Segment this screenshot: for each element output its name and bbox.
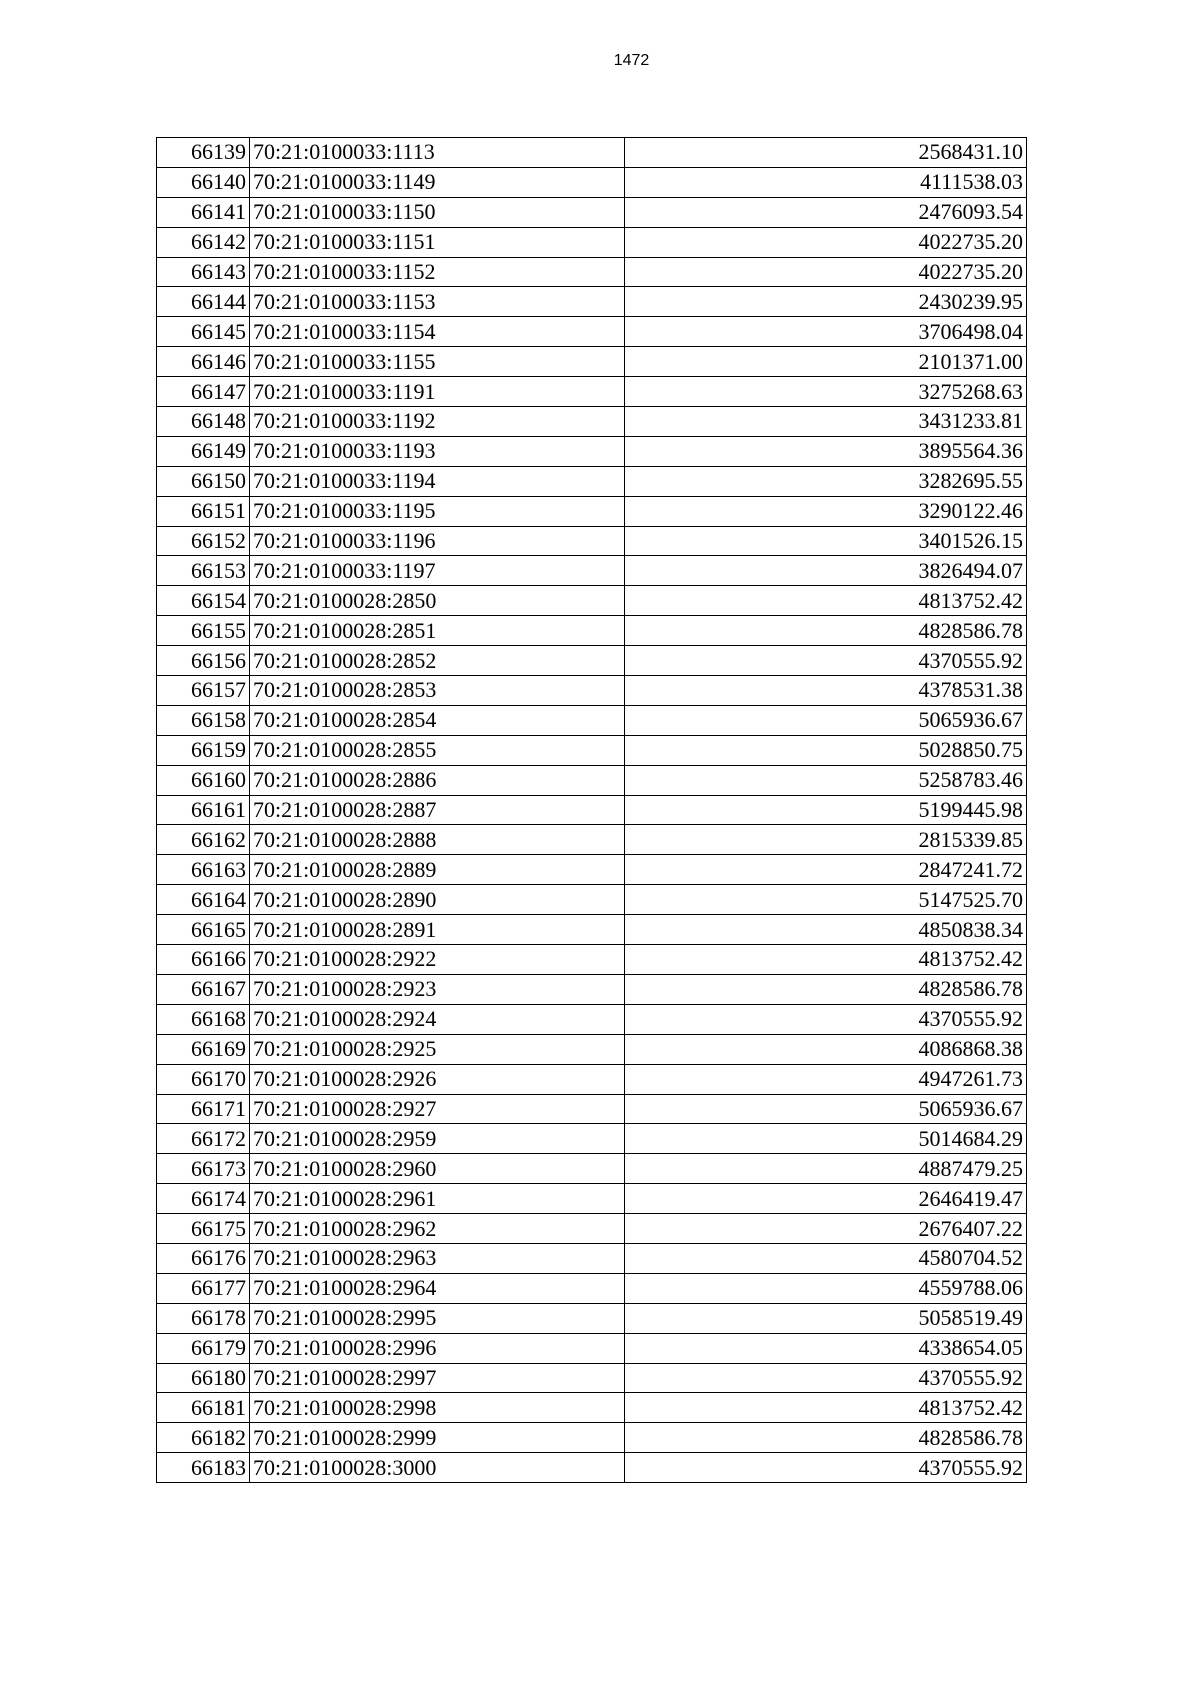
cadastral-value-cell: 3895564.36 bbox=[625, 436, 1027, 466]
cadastral-value-cell: 2101371.00 bbox=[625, 347, 1027, 377]
row-number-cell: 66149 bbox=[157, 436, 250, 466]
registry-table-body bbox=[157, 138, 1027, 1483]
cadastral-number-cell: 70:21:0100028:2890 bbox=[250, 885, 625, 915]
row-number-cell: 66164 bbox=[157, 885, 250, 915]
row-number-cell: 66153 bbox=[157, 556, 250, 586]
cadastral-number-cell: 70:21:0100028:2886 bbox=[250, 765, 625, 795]
row-number-cell: 66176 bbox=[157, 1243, 250, 1273]
cadastral-number-cell: 70:21:0100028:2961 bbox=[250, 1184, 625, 1214]
table-row bbox=[157, 436, 1027, 466]
row-number-cell: 66146 bbox=[157, 347, 250, 377]
table-row bbox=[157, 1154, 1027, 1184]
row-number-cell: 66140 bbox=[157, 167, 250, 197]
cadastral-number-cell: 70:21:0100028:2960 bbox=[250, 1154, 625, 1184]
cadastral-value-cell: 4580704.52 bbox=[625, 1243, 1027, 1273]
cadastral-value-cell: 4022735.20 bbox=[625, 227, 1027, 257]
cadastral-value-cell: 2646419.47 bbox=[625, 1184, 1027, 1214]
row-number-cell: 66166 bbox=[157, 945, 250, 975]
table-row bbox=[157, 646, 1027, 676]
row-number-cell: 66145 bbox=[157, 317, 250, 347]
cadastral-value-cell: 4086868.38 bbox=[625, 1034, 1027, 1064]
cadastral-number-cell: 70:21:0100028:2891 bbox=[250, 915, 625, 945]
table-row bbox=[157, 945, 1027, 975]
row-number-cell: 66142 bbox=[157, 227, 250, 257]
row-number-cell: 66162 bbox=[157, 825, 250, 855]
table-row bbox=[157, 1273, 1027, 1303]
row-number-cell: 66182 bbox=[157, 1423, 250, 1453]
cadastral-value-cell: 4887479.25 bbox=[625, 1154, 1027, 1184]
cadastral-number-cell: 70:21:0100028:2963 bbox=[250, 1243, 625, 1273]
cadastral-value-cell: 2568431.10 bbox=[625, 138, 1027, 168]
table-row bbox=[157, 1423, 1027, 1453]
table-row bbox=[157, 257, 1027, 287]
row-number-cell: 66148 bbox=[157, 407, 250, 437]
row-number-cell: 66171 bbox=[157, 1094, 250, 1124]
row-number-cell: 66156 bbox=[157, 646, 250, 676]
cadastral-number-cell: 70:21:0100028:2854 bbox=[250, 705, 625, 735]
cadastral-number-cell: 70:21:0100028:2927 bbox=[250, 1094, 625, 1124]
cadastral-number-cell: 70:21:0100033:1152 bbox=[250, 257, 625, 287]
cadastral-value-cell: 4370555.92 bbox=[625, 646, 1027, 676]
cadastral-number-cell: 70:21:0100033:1194 bbox=[250, 466, 625, 496]
cadastral-value-cell: 5147525.70 bbox=[625, 885, 1027, 915]
cadastral-number-cell: 70:21:0100033:1191 bbox=[250, 377, 625, 407]
row-number-cell: 66174 bbox=[157, 1184, 250, 1214]
table-row bbox=[157, 1094, 1027, 1124]
table-row bbox=[157, 138, 1027, 168]
cadastral-value-cell: 5199445.98 bbox=[625, 795, 1027, 825]
cadastral-value-cell: 2847241.72 bbox=[625, 855, 1027, 885]
cadastral-number-cell: 70:21:0100028:2850 bbox=[250, 586, 625, 616]
cadastral-value-cell: 5065936.67 bbox=[625, 705, 1027, 735]
cadastral-value-cell: 4947261.73 bbox=[625, 1064, 1027, 1094]
cadastral-number-cell: 70:21:0100033:1113 bbox=[250, 138, 625, 168]
row-number-cell: 66154 bbox=[157, 586, 250, 616]
cadastral-number-cell: 70:21:0100028:2853 bbox=[250, 676, 625, 706]
cadastral-number-cell: 70:21:0100028:2996 bbox=[250, 1333, 625, 1363]
cadastral-number-cell: 70:21:0100028:2995 bbox=[250, 1303, 625, 1333]
cadastral-value-cell: 4828586.78 bbox=[625, 616, 1027, 646]
table-row bbox=[157, 825, 1027, 855]
row-number-cell: 66160 bbox=[157, 765, 250, 795]
table-row bbox=[157, 287, 1027, 317]
table-row bbox=[157, 586, 1027, 616]
page-number: 1472 bbox=[613, 52, 650, 69]
row-number-cell: 66141 bbox=[157, 197, 250, 227]
row-number-cell: 66144 bbox=[157, 287, 250, 317]
cadastral-value-cell: 4370555.92 bbox=[625, 1363, 1027, 1393]
cadastral-number-cell: 70:21:0100033:1150 bbox=[250, 197, 625, 227]
table-row bbox=[157, 855, 1027, 885]
table-row bbox=[157, 496, 1027, 526]
table-row bbox=[157, 1393, 1027, 1423]
table-row bbox=[157, 765, 1027, 795]
cadastral-value-cell: 4022735.20 bbox=[625, 257, 1027, 287]
cadastral-value-cell: 4559788.06 bbox=[625, 1273, 1027, 1303]
table-row bbox=[157, 227, 1027, 257]
row-number-cell: 66152 bbox=[157, 526, 250, 556]
table-row bbox=[157, 885, 1027, 915]
row-number-cell: 66161 bbox=[157, 795, 250, 825]
table-row bbox=[157, 1453, 1027, 1483]
cadastral-value-cell: 4813752.42 bbox=[625, 1393, 1027, 1423]
cadastral-value-cell: 3275268.63 bbox=[625, 377, 1027, 407]
cadastral-number-cell: 70:21:0100033:1149 bbox=[250, 167, 625, 197]
cadastral-number-cell: 70:21:0100028:2855 bbox=[250, 735, 625, 765]
registry-table bbox=[156, 137, 1027, 1483]
cadastral-value-cell: 4850838.34 bbox=[625, 915, 1027, 945]
cadastral-number-cell: 70:21:0100028:2923 bbox=[250, 974, 625, 1004]
row-number-cell: 66167 bbox=[157, 974, 250, 1004]
row-number-cell: 66179 bbox=[157, 1333, 250, 1363]
cadastral-number-cell: 70:21:0100033:1197 bbox=[250, 556, 625, 586]
cadastral-number-cell: 70:21:0100028:2925 bbox=[250, 1034, 625, 1064]
cadastral-number-cell: 70:21:0100028:2962 bbox=[250, 1214, 625, 1244]
cadastral-value-cell: 3826494.07 bbox=[625, 556, 1027, 586]
cadastral-value-cell: 3282695.55 bbox=[625, 466, 1027, 496]
cadastral-number-cell: 70:21:0100033:1193 bbox=[250, 436, 625, 466]
cadastral-value-cell: 4813752.42 bbox=[625, 586, 1027, 616]
table-row bbox=[157, 795, 1027, 825]
table-row bbox=[157, 1124, 1027, 1154]
table-row bbox=[157, 526, 1027, 556]
row-number-cell: 66139 bbox=[157, 138, 250, 168]
cadastral-value-cell: 4111538.03 bbox=[625, 167, 1027, 197]
cadastral-number-cell: 70:21:0100028:2998 bbox=[250, 1393, 625, 1423]
table-row bbox=[157, 616, 1027, 646]
row-number-cell: 66150 bbox=[157, 466, 250, 496]
row-number-cell: 66143 bbox=[157, 257, 250, 287]
row-number-cell: 66158 bbox=[157, 705, 250, 735]
row-number-cell: 66183 bbox=[157, 1453, 250, 1483]
row-number-cell: 66151 bbox=[157, 496, 250, 526]
cadastral-number-cell: 70:21:0100028:2926 bbox=[250, 1064, 625, 1094]
cadastral-number-cell: 70:21:0100033:1153 bbox=[250, 287, 625, 317]
cadastral-number-cell: 70:21:0100028:2924 bbox=[250, 1004, 625, 1034]
cadastral-number-cell: 70:21:0100028:2999 bbox=[250, 1423, 625, 1453]
table-row bbox=[157, 1214, 1027, 1244]
cadastral-value-cell: 3290122.46 bbox=[625, 496, 1027, 526]
row-number-cell: 66173 bbox=[157, 1154, 250, 1184]
cadastral-value-cell: 3401526.15 bbox=[625, 526, 1027, 556]
table-row bbox=[157, 407, 1027, 437]
cadastral-value-cell: 3706498.04 bbox=[625, 317, 1027, 347]
cadastral-value-cell: 5258783.46 bbox=[625, 765, 1027, 795]
table-row bbox=[157, 317, 1027, 347]
cadastral-number-cell: 70:21:0100033:1195 bbox=[250, 496, 625, 526]
row-number-cell: 66159 bbox=[157, 735, 250, 765]
row-number-cell: 66177 bbox=[157, 1273, 250, 1303]
cadastral-value-cell: 2476093.54 bbox=[625, 197, 1027, 227]
cadastral-value-cell: 4370555.92 bbox=[625, 1004, 1027, 1034]
table-row bbox=[157, 1363, 1027, 1393]
row-number-cell: 66180 bbox=[157, 1363, 250, 1393]
cadastral-value-cell: 4370555.92 bbox=[625, 1453, 1027, 1483]
table-row bbox=[157, 915, 1027, 945]
cadastral-number-cell: 70:21:0100033:1192 bbox=[250, 407, 625, 437]
cadastral-number-cell: 70:21:0100028:2964 bbox=[250, 1273, 625, 1303]
table-row bbox=[157, 735, 1027, 765]
row-number-cell: 66163 bbox=[157, 855, 250, 885]
cadastral-value-cell: 5014684.29 bbox=[625, 1124, 1027, 1154]
table-row bbox=[157, 556, 1027, 586]
table-row bbox=[157, 197, 1027, 227]
table-row bbox=[157, 1004, 1027, 1034]
cadastral-number-cell: 70:21:0100033:1154 bbox=[250, 317, 625, 347]
cadastral-value-cell: 4378531.38 bbox=[625, 676, 1027, 706]
table-row bbox=[157, 377, 1027, 407]
table-row bbox=[157, 347, 1027, 377]
table-row bbox=[157, 1184, 1027, 1214]
cadastral-number-cell: 70:21:0100033:1196 bbox=[250, 526, 625, 556]
cadastral-number-cell: 70:21:0100028:3000 bbox=[250, 1453, 625, 1483]
row-number-cell: 66155 bbox=[157, 616, 250, 646]
table-row bbox=[157, 974, 1027, 1004]
row-number-cell: 66169 bbox=[157, 1034, 250, 1064]
table-row bbox=[157, 466, 1027, 496]
row-number-cell: 66147 bbox=[157, 377, 250, 407]
cadastral-value-cell: 4828586.78 bbox=[625, 974, 1027, 1004]
row-number-cell: 66175 bbox=[157, 1214, 250, 1244]
cadastral-number-cell: 70:21:0100028:2851 bbox=[250, 616, 625, 646]
cadastral-value-cell: 2430239.95 bbox=[625, 287, 1027, 317]
table-row bbox=[157, 1333, 1027, 1363]
table-row bbox=[157, 1243, 1027, 1273]
cadastral-number-cell: 70:21:0100028:2997 bbox=[250, 1363, 625, 1393]
row-number-cell: 66165 bbox=[157, 915, 250, 945]
cadastral-value-cell: 5028850.75 bbox=[625, 735, 1027, 765]
cadastral-value-cell: 4813752.42 bbox=[625, 945, 1027, 975]
table-row bbox=[157, 1303, 1027, 1333]
cadastral-value-cell: 4828586.78 bbox=[625, 1423, 1027, 1453]
table-row bbox=[157, 1064, 1027, 1094]
table-row bbox=[157, 676, 1027, 706]
row-number-cell: 66181 bbox=[157, 1393, 250, 1423]
row-number-cell: 66178 bbox=[157, 1303, 250, 1333]
row-number-cell: 66157 bbox=[157, 676, 250, 706]
cadastral-number-cell: 70:21:0100028:2959 bbox=[250, 1124, 625, 1154]
cadastral-number-cell: 70:21:0100028:2922 bbox=[250, 945, 625, 975]
cadastral-value-cell: 2676407.22 bbox=[625, 1214, 1027, 1244]
cadastral-number-cell: 70:21:0100028:2852 bbox=[250, 646, 625, 676]
table-row bbox=[157, 167, 1027, 197]
cadastral-value-cell: 5058519.49 bbox=[625, 1303, 1027, 1333]
table-row bbox=[157, 1034, 1027, 1064]
row-number-cell: 66168 bbox=[157, 1004, 250, 1034]
cadastral-number-cell: 70:21:0100033:1151 bbox=[250, 227, 625, 257]
cadastral-value-cell: 3431233.81 bbox=[625, 407, 1027, 437]
cadastral-number-cell: 70:21:0100028:2887 bbox=[250, 795, 625, 825]
cadastral-value-cell: 2815339.85 bbox=[625, 825, 1027, 855]
cadastral-number-cell: 70:21:0100028:2889 bbox=[250, 855, 625, 885]
cadastral-number-cell: 70:21:0100033:1155 bbox=[250, 347, 625, 377]
cadastral-value-cell: 4338654.05 bbox=[625, 1333, 1027, 1363]
cadastral-number-cell: 70:21:0100028:2888 bbox=[250, 825, 625, 855]
row-number-cell: 66170 bbox=[157, 1064, 250, 1094]
table-row bbox=[157, 705, 1027, 735]
row-number-cell: 66172 bbox=[157, 1124, 250, 1154]
cadastral-value-cell: 5065936.67 bbox=[625, 1094, 1027, 1124]
